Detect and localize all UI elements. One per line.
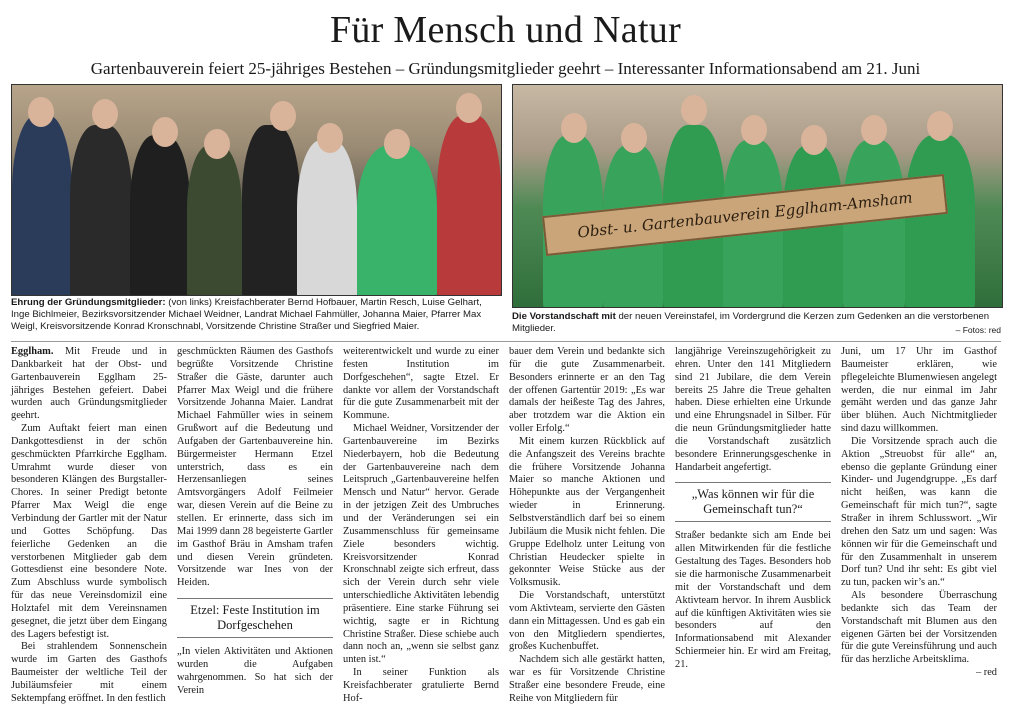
caption2-lead: Die Vorstandschaft mit bbox=[512, 311, 616, 322]
article-column-3 bbox=[343, 346, 499, 706]
photo-credit: – Fotos: red bbox=[955, 325, 1001, 335]
paragraph: Die Vorstandschaft, unterstützt vom Aktivteam, servierte den Gästen dann ein Mittagessen. Und es gab ein von den Mitgliedern spendiertes, großes Kuchenbuffet. bbox=[509, 590, 665, 653]
article-column-5 bbox=[675, 346, 831, 672]
article-column-4 bbox=[509, 346, 665, 706]
paragraph: Juni, um 17 Uhr im Gasthof Baumeister erklären, wie pflegeleichte Blumenwiesen angelegt werden, die nur einmal im Jahr gemäht werden und das ganze Jahr über blühen. Auch Nichtmitglieder sind dazu willkommen. bbox=[841, 346, 997, 435]
photo-caption-2 bbox=[512, 311, 1002, 335]
paragraph: In seiner Funktion als Kreisfachberater gratulierte Bernd Hof- bbox=[343, 667, 499, 704]
caption1-lead: Ehrung der Gründungsmitglieder: bbox=[11, 297, 166, 308]
dateline: Egglham. bbox=[11, 346, 54, 357]
subheadline: Gartenbauverein feiert 25-jähriges Bestehen – Gründungsmitglieder geehrt – Interessanter Informationsabend am 21. Juni bbox=[90, 59, 921, 78]
paragraph: bauer dem Verein und bedankte sich für die gute Zusammenarbeit. Besonders erinnerte er an den Tag der offenen Gartentür 2019: „Es war damals der heißeste Tag des Jahres, aber trotzdem war die Aktion ein voller Erfolg.“ bbox=[509, 346, 665, 435]
photo-board-members bbox=[512, 84, 1003, 308]
article-column-2 bbox=[177, 346, 333, 697]
paragraph-text: Mit Freude und in Dankbarkeit hat der Obst- und Gartenbauverein Egglham 25-jähriges Bestehen gefeiert. Dabei wurden auch Gründungsmitglieder geehrt. bbox=[11, 346, 167, 422]
paragraph: geschmückten Räumen des Gasthofs begrüßte Vorsitzende Christine Straßer die Gäste, darunter auch Pfarrer Max Weigl und die frühere Vorsitzende Johanna Maier. Landrat Michael Fahmüller wies in seinem Grußwort auf die Bedeutung und Aufgaben der Gartenbauvereine hin. Bürgermeister Hermann Etzel unterstrich, dass es ein Herzensanliegen seines Amtsvorgängers Adolf Feilmeier war, diesen Verein auf die Beine zu stellen. Er erinnerte, dass sich im Mai 1999 dann 28 begeisterte Gartler im Gasthof Bräu in Amsham trafen und diesen Verein gründeten. Vorsitzende war Ines von der Heiden. bbox=[177, 346, 333, 589]
pull-quote: „Was können wir für die Gemeinschaft tun?“ bbox=[675, 482, 831, 522]
photo-founding-members bbox=[11, 84, 502, 296]
headline: Für Mensch und Natur bbox=[329, 9, 682, 51]
article-column-6 bbox=[841, 346, 997, 680]
caption2-text: der neuen Vereinstafel, im Vordergrund die Kerzen zum Gedenken an die verstorbenen Mitglieder. bbox=[512, 311, 990, 334]
paragraph: Zum Auftakt feiert man einen Dankgottesdienst in der schön geschmückten Pfarrkirche Egglham. Umrahmt wurde dieser von besonderen Klängen des Burgstaller-Chores. In seiner Predigt betonte Pfarrer Max Weigl die enge Verbindung der Gartler mit der Natur und Gottes Schöpfung. Das feierliche Gedenken an die verstorbenen Mitglieder gab dem Gottesdienst eine besondere Note. Zum Abschluss wurde symbolisch für das neue Vereinsdomizil eine Holztafel mit dem Vereinsnamen gesegnet, die jetzt über dem Eingang des Lagers befestigt ist. bbox=[11, 423, 167, 640]
paragraph: weiterentwickelt und wurde zu einer festen Institution im Dorfgeschehen“, sagte Etzel. Er dankte vor allem der Vorstandschaft für die gute Zusammenarbeit mit der Kommune. bbox=[343, 346, 499, 422]
paragraph bbox=[11, 346, 167, 423]
divider bbox=[11, 341, 1001, 342]
article-column-1 bbox=[11, 346, 167, 706]
paragraph: langjährige Vereinszugehörigkeit zu ehren. Unter den 141 Mitgliedern sind 21 Jubilare, die dem Verein bereits 25 Jahre die Treue gehalten haben. Diese erhielten eine Urkunde und eine Ehrungsnadel in Silber. Für die neun Gründungsmitglieder hatte die Vorstandschaft zusätzlich besondere Erinnerungsgeschenke in Handarbeit angefertigt. bbox=[675, 346, 831, 473]
club-sign: Obst- u. Gartenbauverein Egglham-Amsham bbox=[542, 174, 948, 256]
paragraph: Die Vorsitzende sprach auch die Aktion „Streuobst für alle“ an, ebenso die geplante Gründung einer Kinder- und Jugendgruppe. „Es darf nicht heißen, was kann die Gemeinschaft für mich tun?“, sagte Straßer in ihrem Schlusswort. „Wir drehen den Satz um und sagen: Was können wir für die Gemeinschaft und für den Zusammenhalt in unserem Dorf tun? Und ihr seht: Es gibt viel zu tun, packen wir’s an.“ bbox=[841, 435, 997, 589]
author-signature: – red bbox=[975, 667, 997, 679]
pull-quote: Etzel: Feste Institution im Dorfgeschehen bbox=[177, 598, 333, 638]
paragraph: Als besondere Überraschung bedankte sich das Team der Vorstandschaft mit Blumen aus den eigenen Gärten bei der Vorsitzenden für die gute Vereinsführung und auch für das herzliche Arbeitsklima. bbox=[841, 590, 997, 666]
photo-caption-1 bbox=[11, 297, 501, 333]
paragraph: Nachdem sich alle gestärkt hatten, war es für Vorsitzende Christine Straßer eine besondere Freude, eine Reihe von Mitgliedern für bbox=[509, 654, 665, 704]
paragraph: Bei strahlendem Sonnenschein wurde im Garten des Gasthofs Baumeister der weltliche Teil der Jubiläumsfeier mit einem Sektempfang eröffnet. In den festlich bbox=[11, 641, 167, 704]
caption1-text: (von links) Kreisfachberater Bernd Hofbauer, Martin Resch, Luise Gelhart, Inge Bichlmeier, Bezirksvorsitzender Michael Weidner, Landrat Michael Fahmüller, Johanna Maier, Pfarrer Max Weigl, Kreisvorsitzende Konrad Kronschnabl, Vorsitzende Christine Straßer und Siegfried Maier. bbox=[11, 297, 482, 332]
paragraph: Straßer bedankte sich am Ende bei allen Mitwirkenden für die festliche Gestaltung des Tages. Besonders hob sie die harmonische Zusammenarbeit mit der Vorstandschaft und dem Aktivteam hervor. In ihrem Ausblick auf die künftigen Aktivitäten wies sie besonders auf den Informationsabend mit Alexander Schiermeier hin. Er wird am Freitag, 21. bbox=[675, 530, 831, 670]
paragraph: Mit einem kurzen Rückblick auf die Anfangszeit des Vereins brachte die frühere Vorsitzende Johanna Maier so manche Aktionen und Höhepunkte aus der Vergangenheit wieder in Erinnerung. Selbstverständlich darf bei so einem Jubiläum die Musik nicht fehlen. Die Gruppe Edelholz unter Leitung von Christian Heudecker spielte in gekonnter Weise Stücke aus der Volksmusik. bbox=[509, 435, 665, 589]
paragraph: „In vielen Aktivitäten und Aktionen wurden die Aufgaben wahrgenommen. So hat sich der Verein bbox=[177, 646, 333, 696]
paragraph: Michael Weidner, Vorsitzender der Gartenbauvereine im Bezirks Niederbayern, hob die Bedeutung der Gartenbauvereine nach dem Leitspruch „Gartenbauvereine helfen Mensch und Natur“ hervor. Gerade in der jetzigen Zeit des Umbruches und der Veränderungen sei ein Zusammenschluss für gemeinsame Ziele besonders wichtig. Kreisvorsitzender Konrad Kronschnabl zeigte sich erfreut, dass sich der Verein durch sehr viele unterschiedliche Aktivitäten lebendig präsentiere. Eine starke Führung sei wichtig, sagte er in Richtung Christine Straßer. Diese schiebe auch dann noch an, „wenn sie selbst ganz unten ist.“ bbox=[343, 423, 499, 666]
